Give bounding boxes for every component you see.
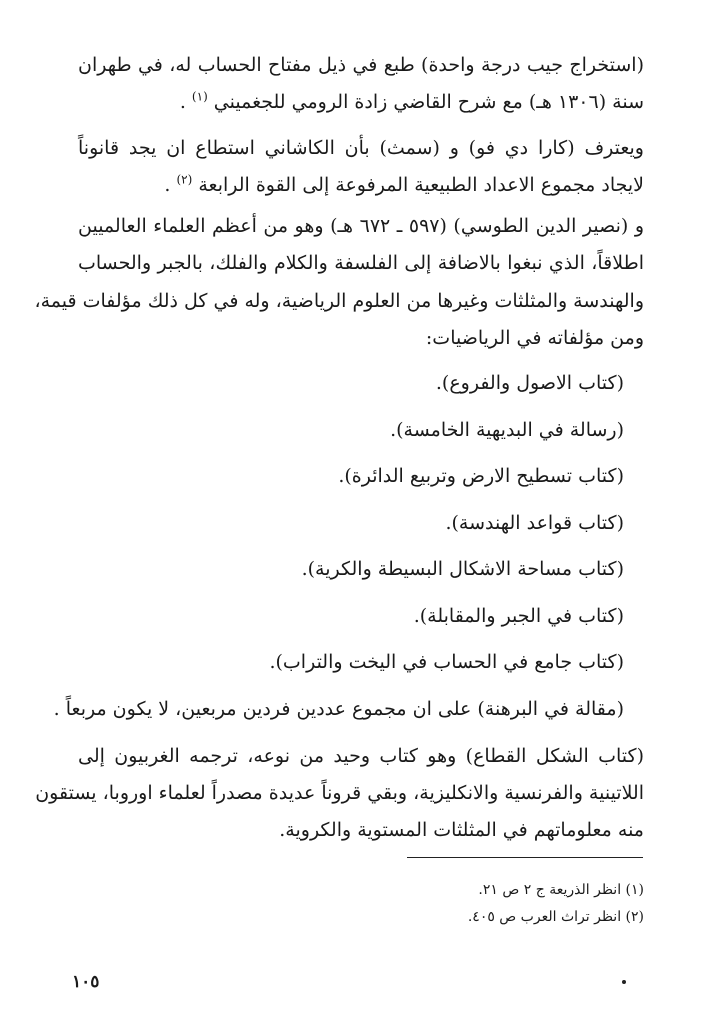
works-item-8: (مقالة في البرهنة) على ان مجموع عددين فردين مربعين، لا يكون مربعاً . (53, 698, 624, 720)
works-item-2: (رسالة في البديهية الخامسة). (390, 419, 624, 441)
footnote-ref-2: (٢) (176, 172, 193, 187)
paragraph-4-line-2: اللاتينية والفرنسية والانكليزية، وبقي قروناً عديدة مصدراً لعلماء اوروبا، يستقون (35, 782, 644, 804)
works-item-6: (كتاب في الجبر والمقابلة). (413, 605, 624, 627)
paragraph-3-line-4: ومن مؤلفاته في الرياضيات: (425, 327, 644, 349)
paragraph-3-line-2: اطلاقاً، الذي نبغوا بالاضافة إلى الفلسفة والكلام والفلك، بالجبر والحساب (78, 252, 644, 274)
footnote-2: (٢) انظر تراث العرب ص ٤٠٥. (467, 909, 644, 925)
paragraph-2-line-2-text: لايجاد مجموع الاعداد الطبيعية المرفوعة إلى القوة الرابعة (198, 174, 644, 196)
paragraph-1-line-2-end: . (179, 91, 186, 113)
paragraph-4-line-1: (كتاب الشكل القطاع) وهو كتاب وحيد من نوعه، ترجمه الغربيون إلى (78, 745, 644, 767)
paragraph-3-line-3: والهندسة والمثلثات وغيرها من العلوم الرياضية، وله في كل ذلك مؤلفات قيمة، (34, 290, 644, 312)
works-item-1: (كتاب الاصول والفروع). (435, 372, 624, 394)
paragraph-1-line-2-text: سنة (١٣٠٦ هـ) مع شرح القاضي زادة الرومي للجغميني (213, 91, 644, 113)
works-item-3: (كتاب تسطيح الارض وتربيع الدائرة). (338, 465, 624, 487)
printer-dot-mark (622, 980, 626, 984)
paragraph-4-line-3: منه معلوماتهم في المثلثات المستوية والكروية. (279, 819, 644, 841)
works-item-4: (كتاب قواعد الهندسة). (445, 512, 624, 534)
paragraph-3-line-1: و (نصير الدين الطوسي) (٥٩٧ ـ ٦٧٢ هـ) وهو من أعظم العلماء العالميين (78, 215, 644, 237)
paragraph-2-line-2-end: . (164, 174, 171, 196)
page-number: ١٠٥ (72, 972, 100, 992)
paragraph-1-line-2 (180, 89, 644, 115)
paragraph-1-line-1: (استخراج جيب درجة واحدة) طبع في ذيل مفتاح الحساب له، في طهران (78, 54, 644, 76)
works-item-7: (كتاب جامع في الحساب في اليخت والتراب). (269, 651, 624, 673)
works-item-5: (كتاب مساحة الاشكال البسيطة والكرية). (301, 558, 624, 580)
paragraph-2-line-2 (164, 172, 644, 198)
footnote-1: (١) انظر الذريعة ج ٢ ص ٢١. (478, 882, 644, 898)
footnote-ref-1: (١) (191, 89, 208, 104)
paragraph-2-line-1: ويعترف (كارا دي فو) و (سمث) بأن الكاشاني استطاع ان يجد قانوناً (78, 137, 644, 159)
footnote-divider (407, 857, 643, 858)
